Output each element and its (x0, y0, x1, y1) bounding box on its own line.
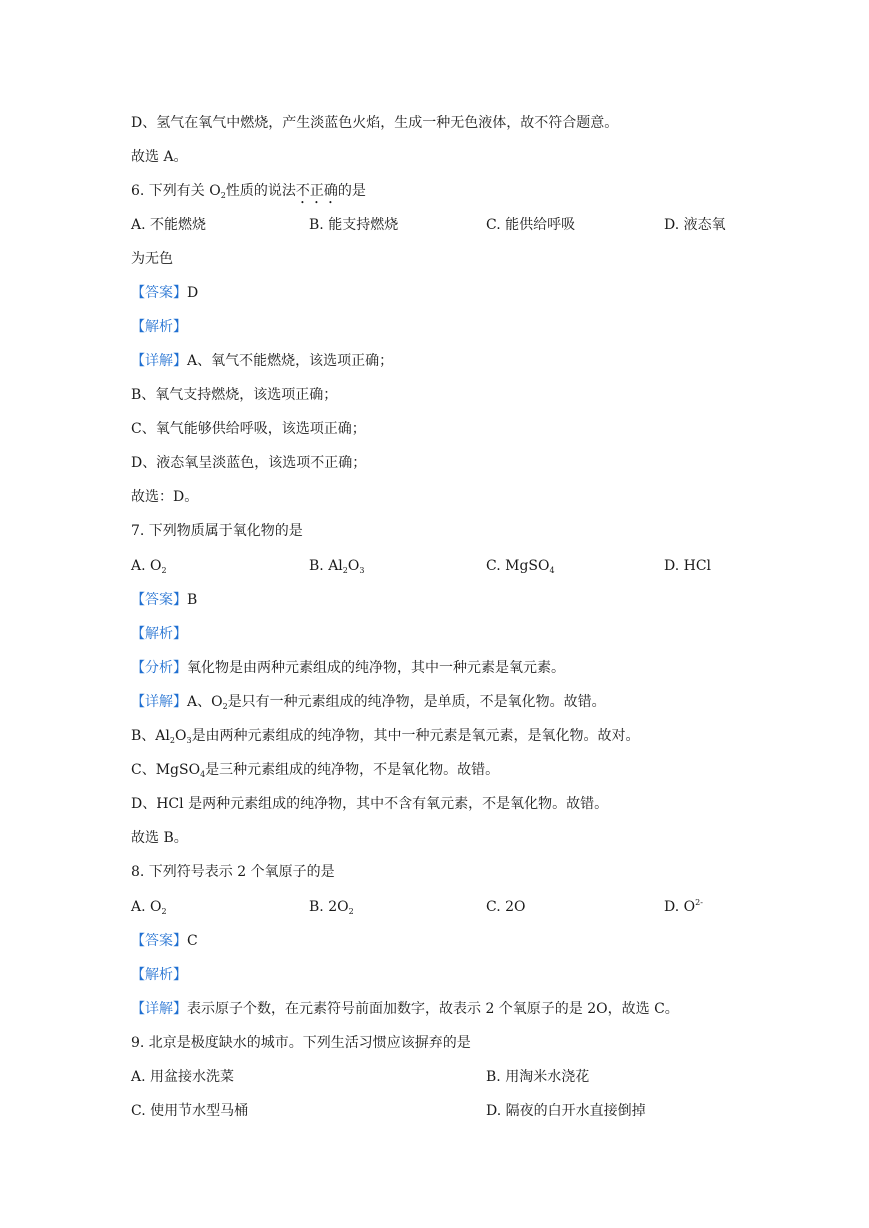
q6-option-a: A. 不能燃烧 (131, 217, 207, 233)
prev-option-d-explanation: D、氢气在氧气中燃烧，产生淡蓝色火焰，生成一种无色液体，故不符合题意。 (131, 115, 619, 131)
q8-analysis-heading: 【解析】 (131, 967, 187, 983)
q7-option-d: D. HCl (664, 558, 712, 574)
q6-option-c: C. 能供给呼吸 (486, 217, 576, 233)
q7-stem: 7. 下列物质属于氧化物的是 (131, 523, 303, 539)
q7-detail-2: B、$Al_2O_3$是由两种元素组成的纯净物，其中一种元素是氧元素，是氧化物。故对。 (131, 728, 640, 745)
q7-option-b: B. $Al_2O_3$ (309, 558, 365, 575)
q8-option-a: A. $O_2$ (131, 899, 167, 916)
q6-conclusion: 故选：D。 (131, 489, 199, 505)
q7-detail-1: 【详解】A、$O_2$是只有一种元素组成的纯净物，是单质，不是氧化物。故错。 (131, 694, 606, 711)
q6-option-d: D. 液态氧 (664, 217, 726, 233)
emphasis-dots: 不正确 (295, 183, 338, 199)
prev-conclusion: 故选 A。 (131, 149, 188, 165)
q7-option-a: A. $O_2$ (131, 558, 167, 575)
q7-analysis-heading: 【解析】 (131, 626, 187, 642)
q6-answer: 【答案】D (131, 285, 199, 301)
q6-detail-4: D、液态氧呈淡蓝色，该选项不正确； (131, 455, 367, 471)
q6-detail-3: C、氧气能够供给呼吸，该选项正确； (131, 421, 366, 437)
q9-stem: 9. 北京是极度缺水的城市。下列生活习惯应该摒弃的是 (131, 1035, 471, 1051)
q8-option-c: C. 2O (486, 899, 526, 915)
q6-option-b: B. 能支持燃烧 (309, 217, 399, 233)
q7-analysis: 【分析】氧化物是由两种元素组成的纯净物，其中一种元素是氧元素。 (131, 660, 565, 676)
q7-conclusion: 故选 B。 (131, 830, 188, 846)
q8-option-b: B. $2O_2$ (309, 899, 354, 916)
q9-option-c: C. 使用节水型马桶 (131, 1103, 249, 1119)
q7-option-c: C. MgSO$_4$ (486, 558, 555, 575)
q9-option-d: D. 隔夜的白开水直接倒掉 (486, 1103, 646, 1119)
q7-answer: 【答案】B (131, 592, 198, 608)
q8-option-d: D. $O^{2-}$ (664, 898, 703, 915)
q6-stem: 6. 下列有关 $O_2$性质的说法不正确的是 (131, 183, 366, 200)
q6-detail-1: 【详解】A、氧气不能燃烧，该选项正确； (131, 353, 394, 369)
q7-detail-4: D、HCl 是两种元素组成的纯净物，其中不含有氧元素，不是氧化物。故错。 (131, 796, 609, 812)
q9-option-b: B. 用淘米水浇花 (486, 1069, 590, 1085)
q8-detail: 【详解】表示原子个数，在元素符号前面加数字，故表示 2 个氧原子的是 2O，故选 C。 (131, 1001, 679, 1017)
q9-option-a: A. 用盆接水洗菜 (131, 1069, 235, 1085)
q8-stem: 8. 下列符号表示 2 个氧原子的是 (131, 864, 335, 880)
q6-analysis-heading: 【解析】 (131, 319, 187, 335)
q6-option-d-wrap: 为无色 (131, 251, 173, 267)
q8-answer: 【答案】C (131, 933, 198, 949)
q6-detail-2: B、氧气支持燃烧，该选项正确； (131, 387, 338, 403)
q7-detail-3: C、MgSO$_4$是三种元素组成的纯净物，不是氧化物。故错。 (131, 762, 500, 779)
